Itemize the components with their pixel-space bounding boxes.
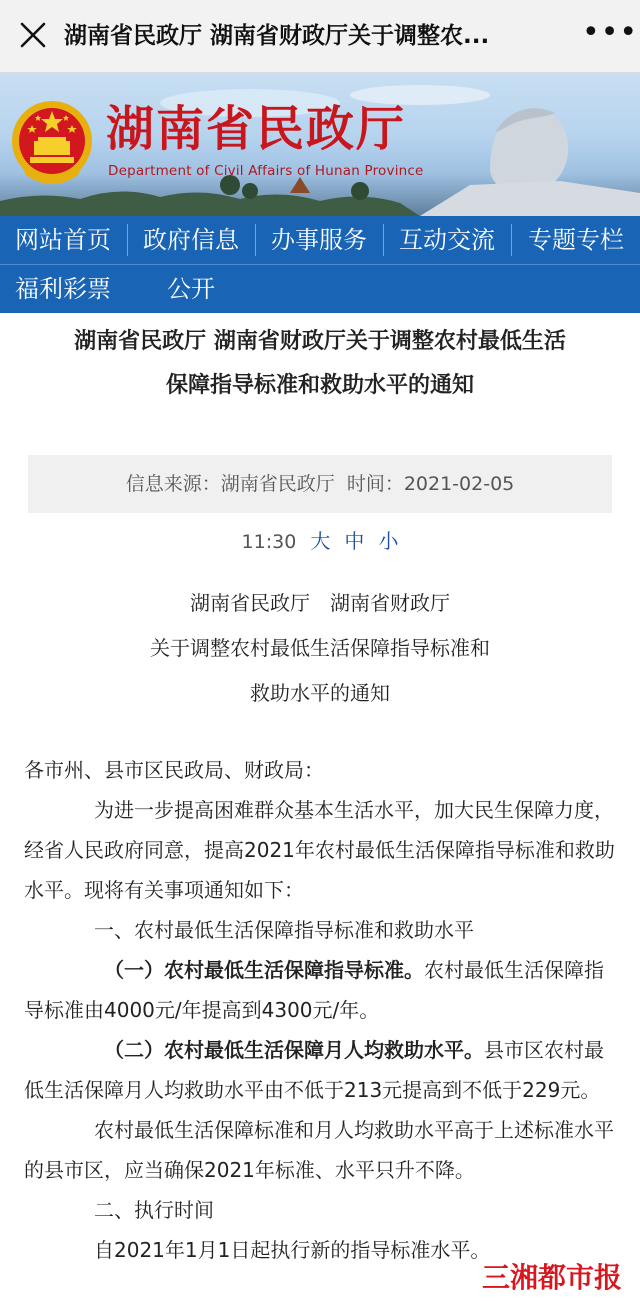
close-icon[interactable] [16,18,50,52]
item-text: 农村最低生活保障指导标准由4000元/年提高到4300元/年。 [24,958,604,1022]
article-time-row [0,526,640,557]
font-size-large-button[interactable]: 大 [310,529,331,553]
national-emblem-icon [8,95,96,191]
nav-item-home[interactable]: 网站首页 [15,226,111,254]
article-meta-box [28,455,612,513]
paragraph: 农村最低生活保障标准和月人均救助水平高于上述标准水平的县市区，应当确保2021年标准、水平只升不降。 [24,1118,614,1182]
nav-item-welfare-lottery[interactable]: 福利彩票 [15,275,111,303]
paragraph [24,950,616,1030]
nav-item-gov-info[interactable]: 政府信息 [143,226,239,254]
item-heading: （二）农村最低生活保障月人均救助水平。 [104,1038,484,1062]
paragraph: 自2021年1月1日起执行新的指导标准水平。 [94,1238,491,1262]
main-nav [0,216,640,313]
article-title [20,320,620,408]
nav-item-public[interactable]: 公开 [167,275,215,303]
font-size-small-button[interactable]: 小 [378,529,399,553]
article-title-line: 湖南省民政厅 湖南省财政厅关于调整农村最低生活 [74,329,566,354]
nav-row [0,216,640,265]
doc-heading-line: 关于调整农村最低生活保障指导标准和 [150,636,490,660]
article-time: 11:30 [241,531,297,553]
site-subtitle: Department of Civil Affairs of Hunan Province [108,163,424,179]
article-body [24,750,616,1270]
doc-heading-line: 湖南省民政厅 湖南省财政厅 [190,591,450,615]
nav-item-special-topics[interactable]: 专题专栏 [528,226,624,254]
newspaper-watermark: 三湘都市报 [482,1261,623,1294]
section-heading: 二、执行时间 [94,1198,214,1222]
doc-heading-line: 救助水平的通知 [250,681,390,705]
nav-row [0,265,640,313]
nav-item-interaction[interactable]: 互动交流 [399,226,495,254]
section-heading: 一、农村最低生活保障指导标准和救助水平 [94,918,474,942]
paragraph: 为进一步提高困难群众基本生活水平，加大民生保障力度，经省人民政府同意，提高2021年农村最低生活保障指导标准和救助水平。现将有关事项通知如下： [24,798,615,902]
font-size-medium-button[interactable]: 中 [344,529,365,553]
site-banner [0,73,640,216]
article-title-line: 保障指导标准和救助水平的通知 [165,373,474,398]
page-title: 湖南省民政厅 湖南省财政厅关于调整农... [64,23,490,49]
site-title: 湖南省民政厅 [106,101,407,157]
nav-item-services[interactable]: 办事服务 [271,226,367,254]
salutation: 各市州、县市区民政局、财政局： [24,758,324,782]
item-heading: （一）农村最低生活保障指导标准。 [104,958,424,982]
more-options-icon[interactable]: ••• [582,15,639,50]
article-source-date: 信息来源：湖南省民政厅 时间：2021-02-05 [125,473,515,495]
item-text: 县市区农村最低生活保障月人均救助水平由不低于213元提高到不低于229元。 [24,1038,604,1102]
paragraph [24,1030,616,1110]
top-bar [0,0,640,73]
